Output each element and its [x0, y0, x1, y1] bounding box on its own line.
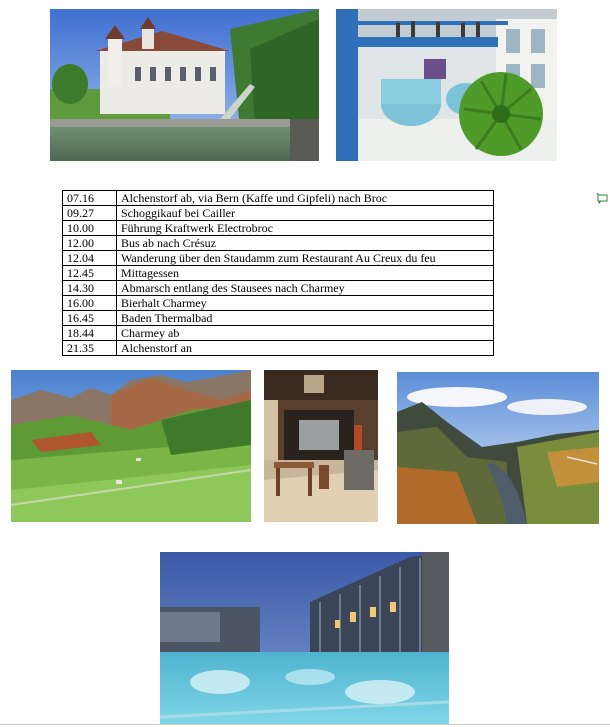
schedule-time: 18.44 [63, 326, 117, 341]
schedule-activity [117, 281, 494, 296]
activity-text: Bus ab nach [121, 236, 183, 250]
spellcheck-flagged-word: Creux [372, 251, 403, 265]
schedule-activity [117, 221, 494, 236]
schedule-time: 14.30 [63, 281, 117, 296]
schedule-table [62, 190, 494, 356]
spellcheck-flagged-word: Electrobroc [216, 221, 273, 235]
schedule-time: 12.45 [63, 266, 117, 281]
activity-text: Abmarsch entlang des Stausees nach Charmey [121, 281, 345, 295]
schedule-activity [117, 251, 494, 266]
schedule-activity [117, 311, 494, 326]
activity-text: ) nach Broc [331, 191, 388, 205]
comment-icon[interactable] [596, 191, 608, 203]
activity-text: und [273, 191, 298, 205]
schedule-time: 16.45 [63, 311, 117, 326]
page-boundary [0, 724, 610, 725]
schedule-row [63, 326, 494, 341]
photo-alpine-valley [11, 370, 251, 522]
activity-text: Wanderung über den Staudamm zum Restaurant Au [121, 251, 373, 265]
spellcheck-flagged-word: Bierhalt [121, 296, 160, 310]
schedule-time: 16.00 [63, 296, 117, 311]
photo-reservoir-gorge [397, 372, 599, 524]
activity-text: bei Cailler [181, 206, 235, 220]
spellcheck-flagged-word: Gipfeli [297, 191, 332, 205]
photo-restaurant-interior [264, 370, 378, 522]
schedule-time: 09.27 [63, 206, 117, 221]
schedule-time: 12.00 [63, 236, 117, 251]
schedule-time: 07.16 [63, 191, 117, 206]
schedule-time: 10.00 [63, 221, 117, 236]
schedule-row [63, 236, 494, 251]
photo-power-station [50, 9, 319, 161]
activity-text: ab, via Bern ( [177, 191, 246, 205]
activity-text: Führung Kraftwerk [121, 221, 217, 235]
schedule-activity [117, 206, 494, 221]
schedule-time: 12.04 [63, 251, 117, 266]
schedule-row [63, 266, 494, 281]
activity-text: an [177, 341, 192, 355]
schedule-activity [117, 326, 494, 341]
schedule-activity [117, 341, 494, 356]
photo-thermal-bath [160, 552, 449, 724]
activity-text: Baden Thermalbad [121, 311, 213, 325]
activity-text: Alchenstorf [121, 341, 178, 355]
schedule-activity [117, 266, 494, 281]
schedule-row [63, 221, 494, 236]
schedule-activity [117, 296, 494, 311]
activity-text: Charmey ab [121, 326, 180, 340]
schedule-row [63, 191, 494, 206]
schedule-activity [117, 191, 494, 206]
schedule-row [63, 341, 494, 356]
activity-text: Charmey [159, 296, 207, 310]
spellcheck-flagged-word: Kaffe [245, 191, 274, 205]
activity-text: Mittagessen [121, 266, 179, 280]
activity-text: du [402, 251, 421, 265]
schedule-time: 21.35 [63, 341, 117, 356]
spellcheck-flagged-word: feu [420, 251, 436, 265]
schedule-activity [117, 236, 494, 251]
schedule-row [63, 281, 494, 296]
spellcheck-flagged-word: Schoggikauf [121, 206, 182, 220]
photo-turbine-hall [336, 9, 557, 161]
schedule-row [63, 251, 494, 266]
schedule-row [63, 311, 494, 326]
schedule-row [63, 296, 494, 311]
spellcheck-flagged-word: Alchenstorf [121, 191, 178, 205]
spellcheck-flagged-word: Crésuz [182, 236, 216, 250]
schedule-row [63, 206, 494, 221]
